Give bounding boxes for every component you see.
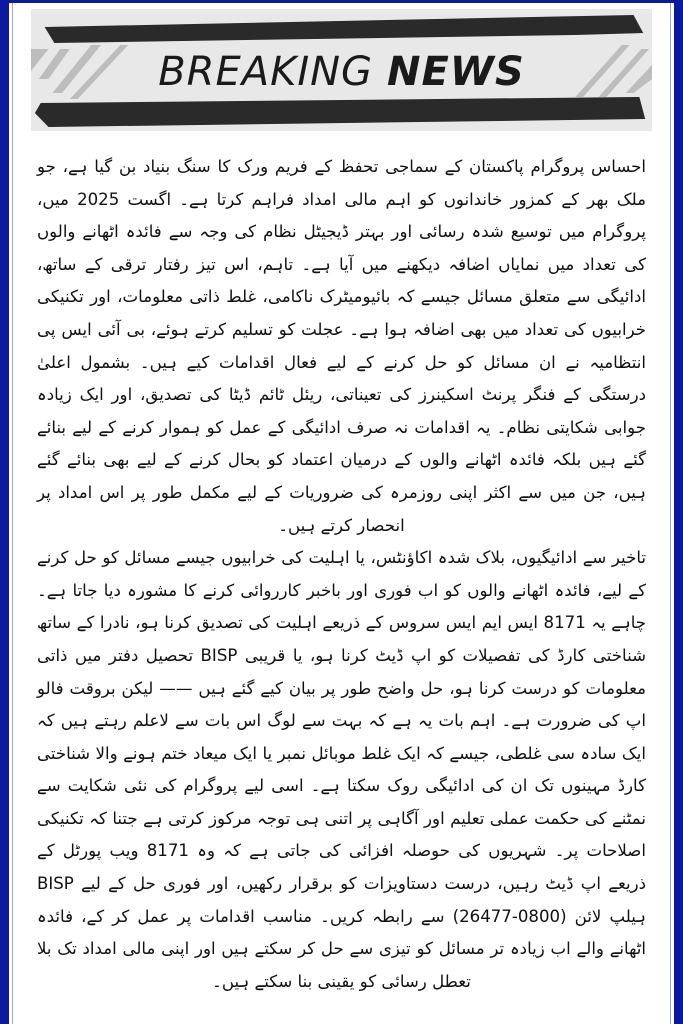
banner-word-breaking: BREAKING [158,49,374,95]
breaking-news-banner [31,9,652,131]
article-body [37,151,646,1018]
article-paragraph-1: احساس پروگرام پاکستان کے سماجی تحفظ کے فریم ورک کا سنگ بنیاد بن گیا ہے، جو ملک بھر کے کمزور خاندانوں کو اہم مالی امداد فراہم کرتا ہے۔ اگست 2025 میں، پروگرام میں توسیع شدہ رسائی اور بہتر ڈیجیٹل نظام کی وجہ سے فائدہ اٹھانے والوں کی تعداد میں نمایاں اضافہ دیکھنے میں آیا ہے۔ تاہم، اس تیز رفتار ترقی کے ساتھ، ادائیگی سے متعلق مسائل جیسے کہ بائیومیٹرک ناکامی، غلط ذاتی معلومات، اور تکنیکی خرابیوں کی تعداد میں بھی اضافہ ہوا ہے۔ عجلت کو تسلیم کرتے ہوئے، بی آئی ایس پی انتظامیہ نے ان مسائل کو حل کرنے کے لیے فعال اقدامات کیے ہیں۔ بشمول اعلیٰ درستگی کے فنگر پرنٹ اسکینرز کی تعیناتی، ریئل ٹائم ڈیٹا کی تصدیق، اور ایک زیادہ جوابی شکایتی نظام۔ یہ اقدامات نہ صرف ادائیگی کے عمل کو ہموار کرنے کے لیے بنائے گئے ہیں بلکہ فائدہ اٹھانے والوں کے درمیان اعتماد کو بحال کرنے کے لیے بھی بنائے گئے ہیں، جن میں سے اکثر اپنی روزمرہ کی ضروریات کے لیے مکمل طور پر اس امداد پر انحصار کرتے ہیں۔ [37,157,646,535]
frame-inner-rule-left [12,3,13,1024]
banner-word-news: NEWS [387,49,525,95]
banner-headline [31,47,652,97]
frame-inner-rule-right [670,3,671,1024]
article-paragraph-2: تاخیر سے ادائیگیوں، بلاک شدہ اکاؤنٹس، یا اہلیت کی خرابیوں جیسے مسائل کو حل کرنے کے لیے، فائدہ اٹھانے والوں کو اب فوری اور باخبر کارروائی کرنے کا مشورہ دیا جاتا ہے۔ چاہے یہ 8171 ایس ایم ایس سروس کے ذریعے اہلیت کی تصدیق کرنا ہو، نادرا کے ساتھ شناختی کارڈ کی تفصیلات کو اپ ڈیٹ کرنا ہو، یا قریبی BISP تحصیل دفتر میں ذاتی معلومات کو درست کرنا ہو، حل واضح طور پر بیان کیے گئے ہیں —— لیکن بروقت فالو اپ کی ضرورت ہے۔ اہم بات یہ ہے کہ بہت سے لوگ اس بات سے لاعلم رہتے ہیں کہ ایک سادہ سی غلطی، جیسے کہ ایک غلط موبائل نمبر یا ایک میعاد ختم ہونے والا شناختی کارڈ مہینوں تک ان کی ادائیگی روک سکتا ہے۔ اسی لیے پروگرام کی نئی شکایت سے نمٹنے کی حکمت عملی تعلیم اور آگاہی پر اتنی ہی توجہ مرکوز کرتی ہے جتنا کہ تکنیکی اصلاحات پر۔ شہریوں کی حوصلہ افزائی کی جاتی ہے کہ وہ 8171 ویب پورٹل کے ذریعے اپ ڈیٹ رہیں، درست دستاویزات کو برقرار رکھیں، اور فوری حل کے لیے BISP ہیلپ لائن (0800-26477) سے رابطہ کریں۔ مناسب اقدامات پر عمل کر کے، فائدہ اٹھانے والے اب زیادہ تر مسائل کو تیزی سے حل کر سکتے ہیں اور اپنی مالی امداد تک بلا تعطل رسائی کو یقینی بنا سکتے ہیں۔ [37,548,647,991]
